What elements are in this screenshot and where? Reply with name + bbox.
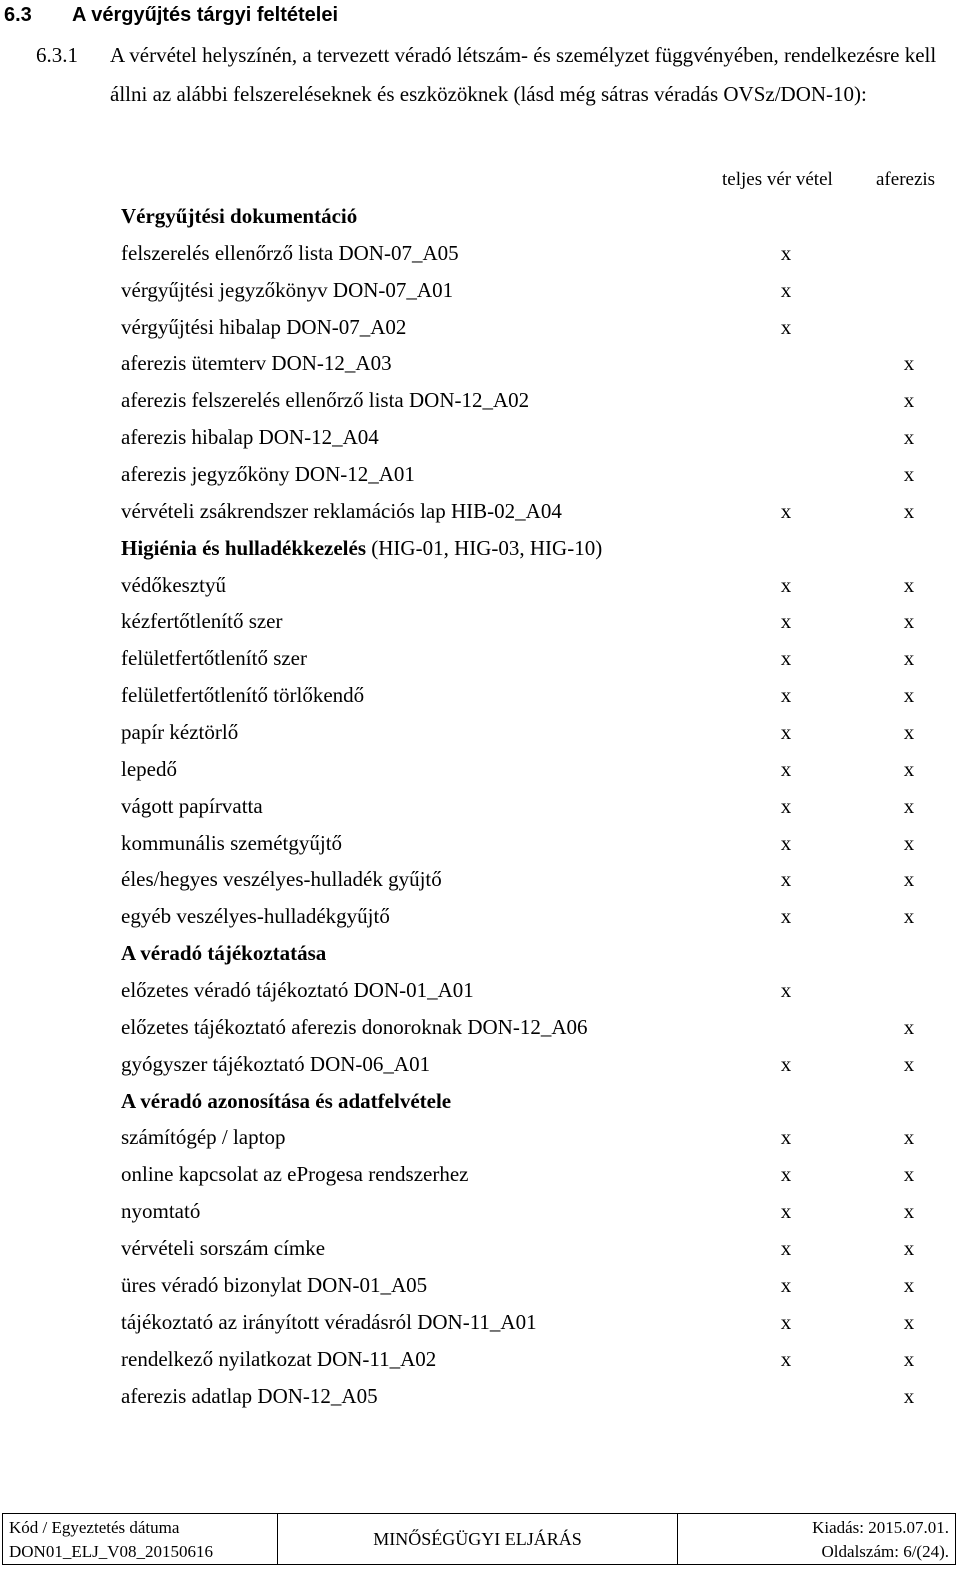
item-label [121,1083,451,1120]
list-item [0,1267,960,1304]
item-label [121,493,562,530]
apheresis-mark: x [903,1125,915,1150]
item-label [121,198,357,235]
whole-blood-mark: x [780,277,792,302]
item-label [121,1046,430,1083]
category-row [0,198,960,235]
whole-blood-mark: x [780,793,792,818]
item-text: felszerelés ellenőrző lista DON-07_A05 [121,240,459,265]
list-item [0,603,960,640]
item-text: felületfertőtlenítő szer [121,646,307,671]
list-item [0,1009,960,1046]
list-item [0,419,960,456]
item-text: előzetes tájékoztató aferezis donoroknak DON-12_A06 [121,1014,588,1039]
column-header-whole-blood: teljes vér vétel [722,169,833,190]
whole-blood-mark: x [780,904,792,929]
item-text: (HIG-01, HIG-03, HIG-10) [366,535,603,560]
item-text: aferezis adatlap DON-12_A05 [121,1383,378,1408]
whole-blood-mark: x [780,498,792,523]
item-label [121,1119,285,1156]
apheresis-mark: x [903,1272,915,1297]
list-item [0,493,960,530]
list-item [0,1193,960,1230]
whole-blood-mark: x [780,314,792,339]
item-label [121,603,283,640]
list-item [0,972,960,1009]
category-title: A véradó tájékoztatása [121,941,327,966]
list-item [0,1156,960,1193]
list-item [0,235,960,272]
apheresis-mark: x [903,793,915,818]
whole-blood-mark: x [780,867,792,892]
item-text: online kapcsolat az eProgesa rendszerhez [121,1162,469,1187]
item-text: vérgyűjtési jegyzőkönyv DON-07_A01 [121,277,454,302]
item-text: rendelkező nyilatkozat DON-11_A02 [121,1346,437,1371]
paragraph-number: 6.3.1 [36,43,78,67]
document-footer [2,1513,956,1565]
footer-code-label: Kód / Egyeztetés dátuma [9,1518,180,1537]
item-text: egyéb veszélyes-hulladékgyűjtő [121,904,390,929]
apheresis-mark: x [903,646,915,671]
item-label [121,788,263,825]
apheresis-mark: x [903,683,915,708]
apheresis-mark: x [903,1236,915,1261]
item-label [121,1341,436,1378]
footer-doc-type: MINŐSÉGÜGYI ELJÁRÁS [278,1514,678,1564]
item-text: éles/hegyes veszélyes-hulladék gyűjtő [121,867,442,892]
item-label [121,677,364,714]
whole-blood-mark: x [780,1309,792,1334]
item-text: lepedő [121,756,177,781]
item-label [121,714,238,751]
item-text: számítógép / laptop [121,1125,286,1150]
apheresis-mark: x [903,351,915,376]
apheresis-mark: x [903,1346,915,1371]
list-item [0,345,960,382]
list-item [0,640,960,677]
section-heading [4,0,338,30]
apheresis-mark: x [903,1383,915,1408]
apheresis-mark: x [903,867,915,892]
whole-blood-mark: x [780,1051,792,1076]
apheresis-mark: x [903,1014,915,1039]
list-item [0,751,960,788]
list-item [0,788,960,825]
list-item [0,309,960,346]
category-row [0,935,960,972]
item-text: vérgyűjtési hibalap DON-07_A02 [121,314,407,339]
apheresis-mark: x [903,1309,915,1334]
item-label [121,898,390,935]
whole-blood-mark: x [780,720,792,745]
apheresis-mark: x [903,462,915,487]
item-label [121,530,602,567]
apheresis-mark: x [903,572,915,597]
apheresis-mark: x [903,498,915,523]
apheresis-mark: x [903,904,915,929]
apheresis-mark: x [903,1051,915,1076]
item-label [121,1156,469,1193]
item-text: kézfertőtlenítő szer [121,609,283,634]
list-item [0,714,960,751]
item-text: előzetes véradó tájékoztató DON-01_A01 [121,978,474,1003]
category-row [0,1083,960,1120]
list-item [0,1341,960,1378]
apheresis-mark: x [903,425,915,450]
item-label [121,235,459,272]
column-header-apheresis: aferezis [876,169,936,190]
list-item [0,677,960,714]
category-row [0,530,960,567]
item-label [121,382,529,419]
whole-blood-mark: x [780,1199,792,1224]
category-title: A véradó azonosítása és adatfelvétele [121,1088,452,1113]
list-item [0,1046,960,1083]
list-item [0,1304,960,1341]
footer-code-cell [3,1514,278,1564]
apheresis-mark: x [903,388,915,413]
item-label [121,1378,378,1415]
item-label [121,861,442,898]
item-text: vágott papírvatta [121,793,263,818]
item-label [121,1304,537,1341]
list-item [0,861,960,898]
list-item [0,825,960,862]
item-text: kommunális szemétgyűjtő [121,830,343,855]
item-label [121,1230,325,1267]
paragraph-text: A vérvétel helyszínén, a tervezett véradó létszám- és személyzet függvényében, rendelkezésre kell állni az alábbi felszereléseknek és eszközöknek (lásd még sátras véradás OVSz/DON-10): [110,43,937,106]
apheresis-mark: x [903,1162,915,1187]
list-item [0,1230,960,1267]
item-text: tájékoztató az irányított véradásról DON-11_A01 [121,1309,537,1334]
apheresis-mark: x [903,609,915,634]
item-label [121,751,177,788]
list-item [0,1378,960,1415]
item-text: vérvételi sorszám címke [121,1236,326,1261]
item-text: gyógyszer tájékoztató DON-06_A01 [121,1051,431,1076]
item-text: papír kéztörlő [121,720,239,745]
item-label [121,419,379,456]
whole-blood-mark: x [780,1272,792,1297]
footer-issue: Kiadás: 2015.07.01. [812,1518,949,1537]
item-label [121,567,226,604]
list-item [0,567,960,604]
footer-page-number: Oldalszám: 6/(24). [821,1542,949,1561]
whole-blood-mark: x [780,1162,792,1187]
whole-blood-mark: x [780,646,792,671]
item-text: üres véradó bizonylat DON-01_A05 [121,1272,428,1297]
item-label [121,1267,427,1304]
whole-blood-mark: x [780,240,792,265]
item-label [121,1009,588,1046]
whole-blood-mark: x [780,572,792,597]
footer-issue-cell [678,1514,955,1564]
item-text: aferezis felszerelés ellenőrző lista DON-12_A02 [121,388,530,413]
item-text: nyomtató [121,1199,201,1224]
item-text: aferezis ütemterv DON-12_A03 [121,351,392,376]
item-text: védőkesztyű [121,572,226,597]
list-item [0,272,960,309]
whole-blood-mark: x [780,978,792,1003]
item-text: aferezis jegyzőköny DON-12_A01 [121,462,415,487]
apheresis-mark: x [903,1199,915,1224]
whole-blood-mark: x [780,830,792,855]
footer-code-value: DON01_ELJ_V08_20150616 [9,1542,213,1561]
whole-blood-mark: x [780,1346,792,1371]
item-label [121,640,307,677]
apheresis-mark: x [903,756,915,781]
list-item [0,382,960,419]
item-label [121,825,342,862]
item-label [121,1193,200,1230]
item-label [121,309,406,346]
whole-blood-mark: x [780,1236,792,1261]
apheresis-mark: x [903,830,915,855]
item-label [121,456,415,493]
whole-blood-mark: x [780,1125,792,1150]
item-label [121,935,326,972]
item-label [121,272,453,309]
category-title: Vérgyűjtési dokumentáció [121,204,358,228]
apheresis-mark: x [903,720,915,745]
item-label [121,345,392,382]
item-text: aferezis hibalap DON-12_A04 [121,425,379,450]
section-number: 6.3 [4,4,32,26]
item-label [121,972,474,1009]
section-title: A vérgyűjtés tárgyi feltételei [72,4,339,26]
whole-blood-mark: x [780,683,792,708]
list-item [0,456,960,493]
intro-paragraph [36,36,951,114]
item-text: vérvételi zsákrendszer reklamációs lap HIB-02_A04 [121,498,562,523]
whole-blood-mark: x [780,609,792,634]
item-text: felületfertőtlenítő törlőkendő [121,683,365,708]
list-item [0,898,960,935]
whole-blood-mark: x [780,756,792,781]
list-item [0,1119,960,1156]
equipment-list [0,198,960,1414]
category-title: Higiénia és hulladékkezelés [121,535,367,560]
